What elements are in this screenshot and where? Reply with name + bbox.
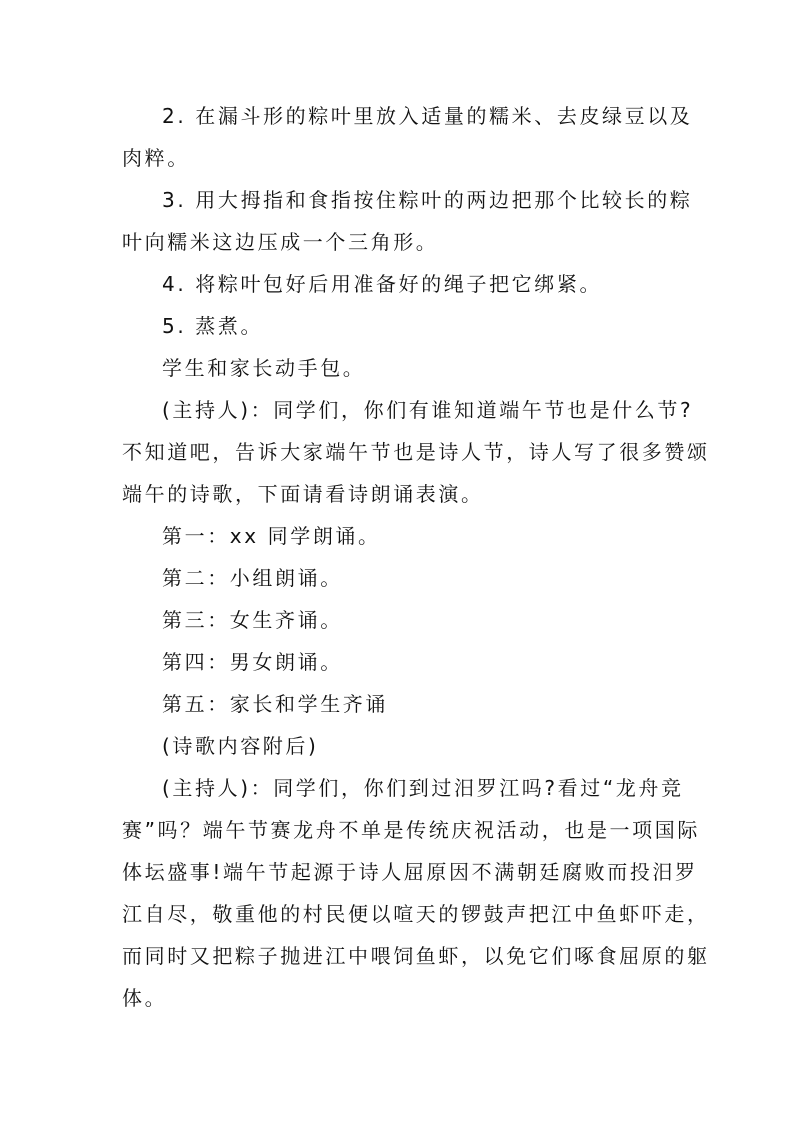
- poem-note: (诗歌内容附后): [162, 734, 319, 758]
- host-paragraph-1-line-1: (主持人)：同学们，你们有谁知道端午节也是什么节?: [162, 398, 694, 422]
- host-paragraph-2-line-4: 江自尽，敬重他的村民便以喧天的锣鼓声把江中鱼虾吓走，: [122, 902, 710, 926]
- step-4-line: 4. 将粽叶包好后用准备好的绳子把它绑紧。: [162, 272, 603, 296]
- recitation-item-3: 第三：女生齐诵。: [162, 608, 343, 632]
- host-paragraph-1-line-2: 不知道吧，告诉大家端午节也是诗人节，诗人写了很多赞颂: [122, 440, 710, 464]
- step-3-line-2: 叶向糯米这边压成一个三角形。: [122, 230, 439, 254]
- step-5-line: 5. 蒸煮。: [162, 314, 264, 338]
- host-paragraph-2-line-6: 体。: [122, 986, 168, 1010]
- recitation-item-5: 第五：家长和学生齐诵: [162, 692, 388, 716]
- recitation-item-2: 第二：小组朗诵。: [162, 566, 343, 590]
- step-3-line-1: 3. 用大拇指和食指按住粽叶的两边把那个比较长的粽: [162, 188, 693, 212]
- host-paragraph-1-line-3: 端午的诗歌，下面请看诗朗诵表演。: [122, 482, 484, 506]
- recitation-item-1: 第一：xx 同学朗诵。: [162, 524, 381, 548]
- host-paragraph-2-line-2: 赛”吗？端午节赛龙舟不单是传统庆祝活动，也是一项国际: [122, 818, 700, 842]
- host-paragraph-2-line-3: 体坛盛事!端午节起源于诗人屈原因不满朝廷腐败而投汨罗: [122, 860, 698, 884]
- step-2-line-1: 2. 在漏斗形的粽叶里放入适量的糯米、去皮绿豆以及: [162, 104, 693, 128]
- step-2-line-2: 肉粹。: [122, 146, 190, 170]
- activity-line: 学生和家长动手包。: [162, 356, 366, 380]
- host-paragraph-2-line-1: (主持人)：同学们，你们到过汨罗江吗?看过“龙舟竞: [162, 776, 684, 800]
- host-paragraph-2-line-5: 而同时又把粽子抛进江中喂饲鱼虾，以免它们啄食屈原的躯: [122, 944, 710, 968]
- recitation-item-4: 第四：男女朗诵。: [162, 650, 343, 674]
